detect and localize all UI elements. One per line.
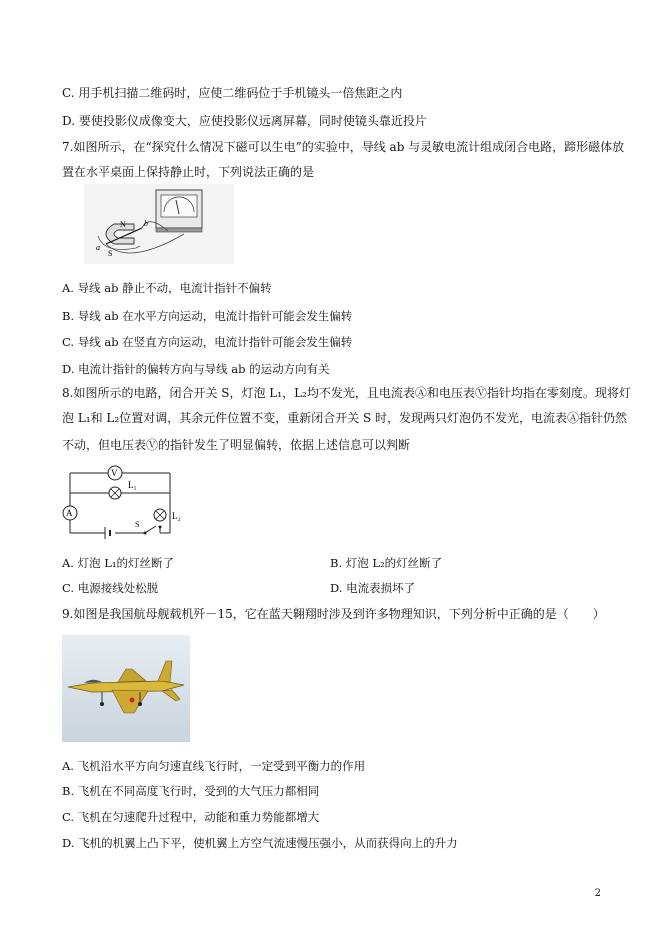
q7-option-b: B. 导线 ab 在水平方向运动，电流计指针可能会发生偏转 [62,309,353,323]
q9-jet-photo [62,635,190,742]
q8-option-b: B. 灯泡 L₂的灯丝断了 [330,556,443,570]
q9-option-d: D. 飞机的机翼上凸下平，使机翼上方空气流速慢压强小，从而获得向上的升力 [62,836,458,850]
q8-stem-line3: 不动，但电压表Ⓥ的指针发生了明显偏转，依据上述信息可以判断 [62,438,411,452]
q8-circuit-diagram [60,463,200,543]
lamp-l1-label: L₁ [128,480,137,490]
ammeter-label: A [66,508,73,518]
q7-option-d: D. 电流计指针的偏转方向与导线 ab 的运动方向有关 [62,362,330,376]
magnet-s-label: S [108,249,113,258]
q8-option-a: A. 灯泡 L₁的灯丝断了 [62,556,175,570]
q8-option-c: C. 电源接线处松脱 [62,581,159,595]
lamp-l2-label: L₂ [172,511,181,521]
q7-figure-galvanometer-setup [84,184,234,264]
page-number: 2 [594,888,601,899]
q8-stem-line2: 泡 L₁和 L₂位置对调，其余元件位置不变，重新闭合开关 S 时，发现两只灯泡仍不发光，电流表Ⓐ指针仍然 [62,411,628,425]
wire-b-label: b [144,219,148,228]
prev-option-c: C. 用手机扫描二维码时，应使二维码位于手机镜头一倍焦距之内 [62,86,403,100]
q9-option-a: A. 飞机沿水平方向匀速直线飞行时，一定受到平衡力的作用 [62,759,366,773]
wire-a-label: a [96,243,100,252]
q7-stem-line2: 置在水平桌面上保持静止时，下列说法正确的是 [62,165,315,179]
prev-option-d: D. 要使投影仪成像变大，应使投影仪远离屏幕，同时使镜头靠近投片 [62,114,427,128]
magnet-n-label: N [120,220,126,229]
q7-stem-line1: 7.如图所示，在“探究什么情况下磁可以生电”的实验中，导线 ab 与灵敏电流计组成闭合电路，蹄形磁体放 [62,140,625,154]
q8-stem-line1: 8.如图所示的电路，闭合开关 S，灯泡 L₁，L₂均不发光，且电流表Ⓐ和电压表Ⓥ指针均指在零刻度。现将灯 [62,386,631,400]
q7-option-c: C. 导线 ab 在竖直方向运动，电流计指针可能会发生偏转 [62,335,353,349]
q9-stem: 9.如图是我国航母舰载机歼－15，它在蓝天翱翔时涉及到许多物理知识，下列分析中正确的是（ ） [62,607,605,621]
q8-option-d: D. 电流表损坏了 [330,581,416,595]
q9-option-c: C. 飞机在匀速爬升过程中，动能和重力势能都增大 [62,810,320,824]
voltmeter-label: V [111,468,118,478]
q7-option-a: A. 导线 ab 静止不动，电流计指针不偏转 [62,281,272,295]
switch-s-label: S [135,520,140,529]
q9-option-b: B. 飞机在不同高度飞行时，受到的大气压力都相同 [62,784,320,798]
